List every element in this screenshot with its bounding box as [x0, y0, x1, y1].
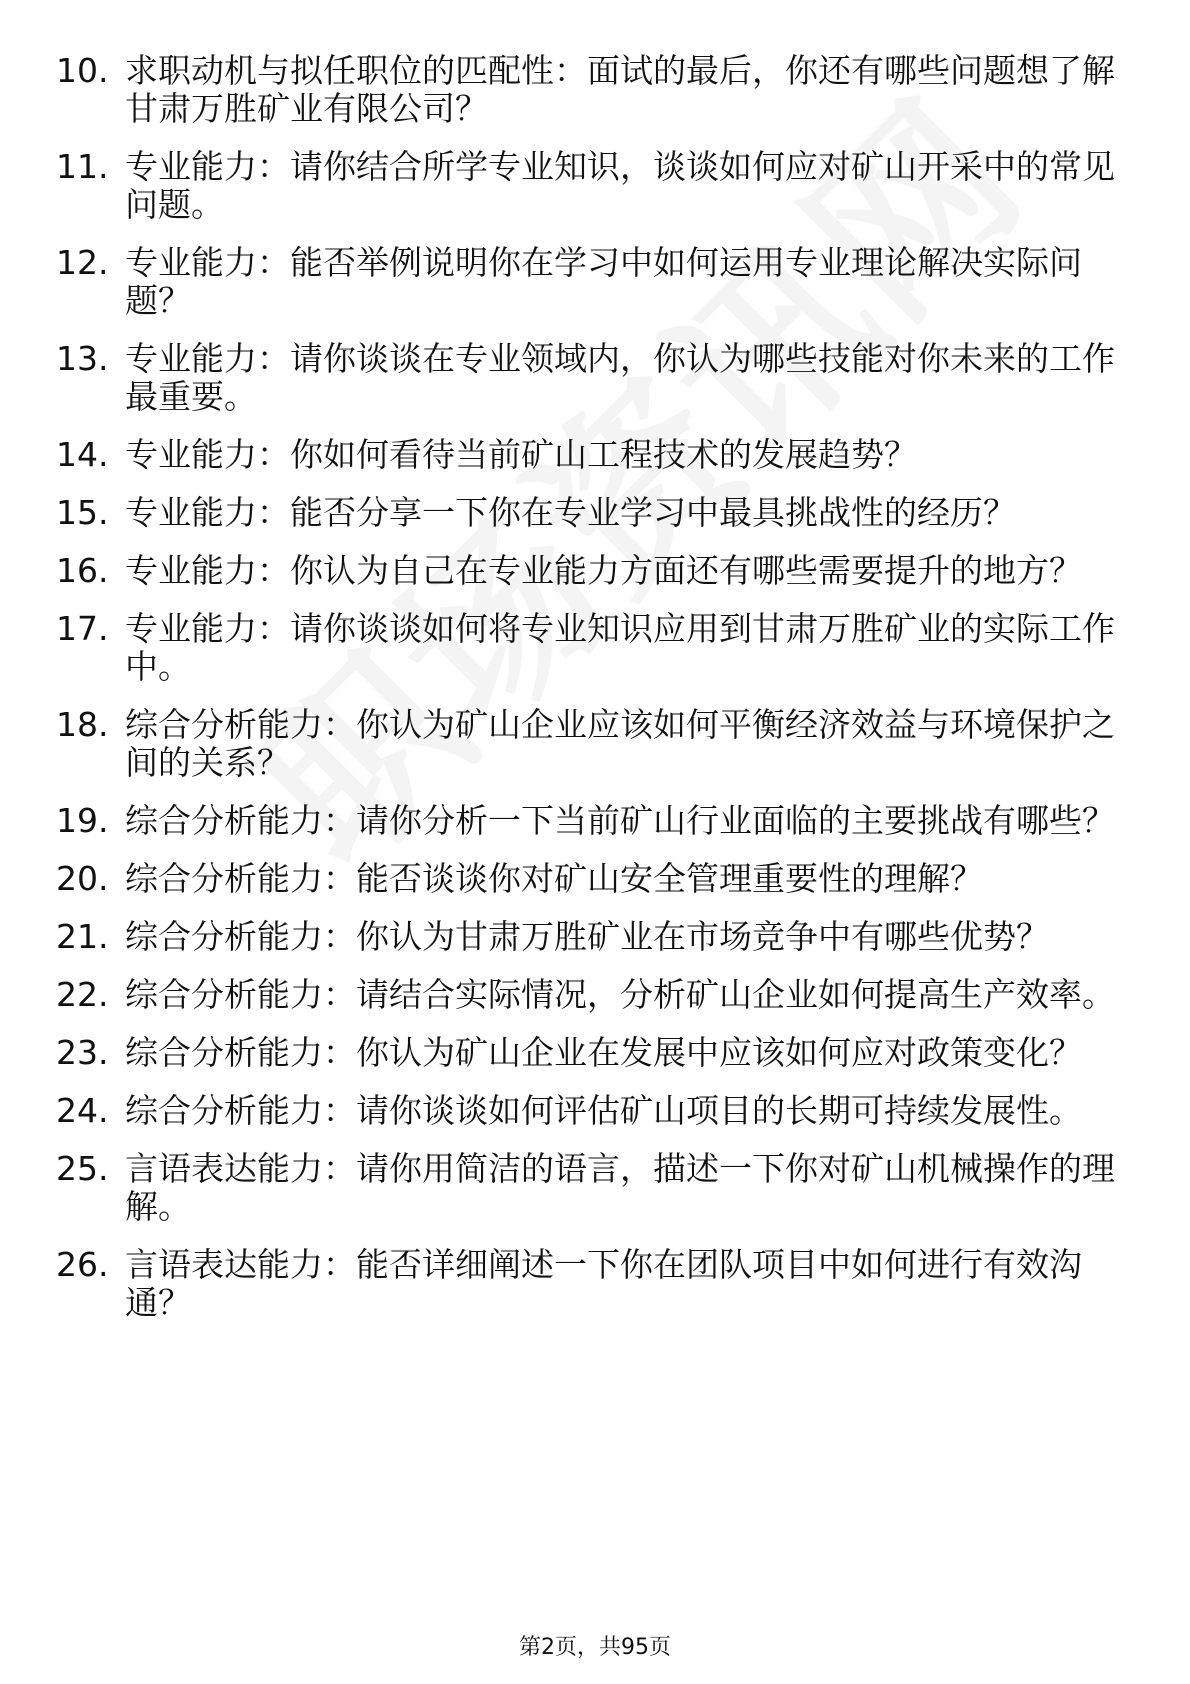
item-text: 综合分析能力：你认为矿山企业应该如何平衡经济效益与环境保护之间的关系？: [125, 705, 1115, 782]
item-number: 20.: [56, 859, 109, 898]
item-text: 专业能力：你认为自己在专业能力方面还有哪些需要提升的地方？: [125, 551, 1082, 590]
item-number: 14.: [56, 435, 109, 474]
item-number: 11.: [56, 147, 109, 186]
list-item: [0, 340, 1190, 416]
item-text: 综合分析能力：请结合实际情况，分析矿山企业如何提高生产效率。: [125, 975, 1115, 1014]
item-number: 19.: [56, 801, 109, 840]
item-number: 18.: [56, 705, 109, 744]
list-item: [0, 52, 1190, 128]
item-number: 16.: [56, 551, 109, 590]
item-text: 言语表达能力：请你用简洁的语言，描述一下你对矿山机械操作的理解。: [125, 1149, 1115, 1226]
list-item: [0, 918, 1190, 956]
item-number: 10.: [56, 51, 109, 90]
list-item: [0, 1092, 1190, 1130]
list-item: [0, 244, 1190, 320]
item-text: 求职动机与拟任职位的匹配性：面试的最后，你还有哪些问题想了解甘肃万胜矿业有限公司？: [125, 51, 1115, 128]
list-item: [0, 148, 1190, 224]
item-number: 13.: [56, 339, 109, 378]
item-text: 综合分析能力：你认为矿山企业在发展中应该如何应对政策变化？: [125, 1033, 1082, 1072]
list-item: [0, 436, 1190, 474]
item-number: 25.: [56, 1149, 109, 1188]
item-number: 23.: [56, 1033, 109, 1072]
item-number: 24.: [56, 1091, 109, 1130]
question-list: [0, 52, 1190, 1342]
item-number: 21.: [56, 917, 109, 956]
item-text: 专业能力：你如何看待当前矿山工程技术的发展趋势？: [125, 435, 917, 474]
item-text: 专业能力：请你结合所学专业知识，谈谈如何应对矿山开采中的常见问题。: [125, 147, 1115, 224]
list-item: [0, 706, 1190, 782]
item-text: 言语表达能力：能否详细阐述一下你在团队项目中如何进行有效沟通？: [125, 1245, 1082, 1322]
list-item: [0, 1150, 1190, 1226]
item-number: 15.: [56, 493, 109, 532]
item-number: 22.: [56, 975, 109, 1014]
list-item: [0, 1034, 1190, 1072]
list-item: [0, 610, 1190, 686]
list-item: [0, 1246, 1190, 1322]
page-footer: [0, 1630, 1190, 1661]
item-text: 专业能力：能否分享一下你在专业学习中最具挑战性的经历？: [125, 493, 1016, 532]
list-item: [0, 494, 1190, 532]
item-text: 综合分析能力：请你分析一下当前矿山行业面临的主要挑战有哪些？: [125, 801, 1115, 840]
list-item: [0, 860, 1190, 898]
item-text: 专业能力：能否举例说明你在学习中如何运用专业理论解决实际问题？: [125, 243, 1082, 320]
item-number: 12.: [56, 243, 109, 282]
list-item: [0, 976, 1190, 1014]
item-text: 专业能力：请你谈谈如何将专业知识应用到甘肃万胜矿业的实际工作中。: [125, 609, 1115, 686]
item-text: 综合分析能力：请你谈谈如何评估矿山项目的长期可持续发展性。: [125, 1091, 1082, 1130]
item-text: 专业能力：请你谈谈在专业领域内，你认为哪些技能对你未来的工作最重要。: [125, 339, 1115, 416]
item-text: 综合分析能力：能否谈谈你对矿山安全管理重要性的理解？: [125, 859, 983, 898]
item-text: 综合分析能力：你认为甘肃万胜矿业在市场竞争中有哪些优势？: [125, 917, 1049, 956]
item-number: 26.: [56, 1245, 109, 1284]
item-number: 17.: [56, 609, 109, 648]
list-item: [0, 802, 1190, 840]
page-number: 第2页，共95页: [519, 1635, 671, 1660]
list-item: [0, 552, 1190, 590]
